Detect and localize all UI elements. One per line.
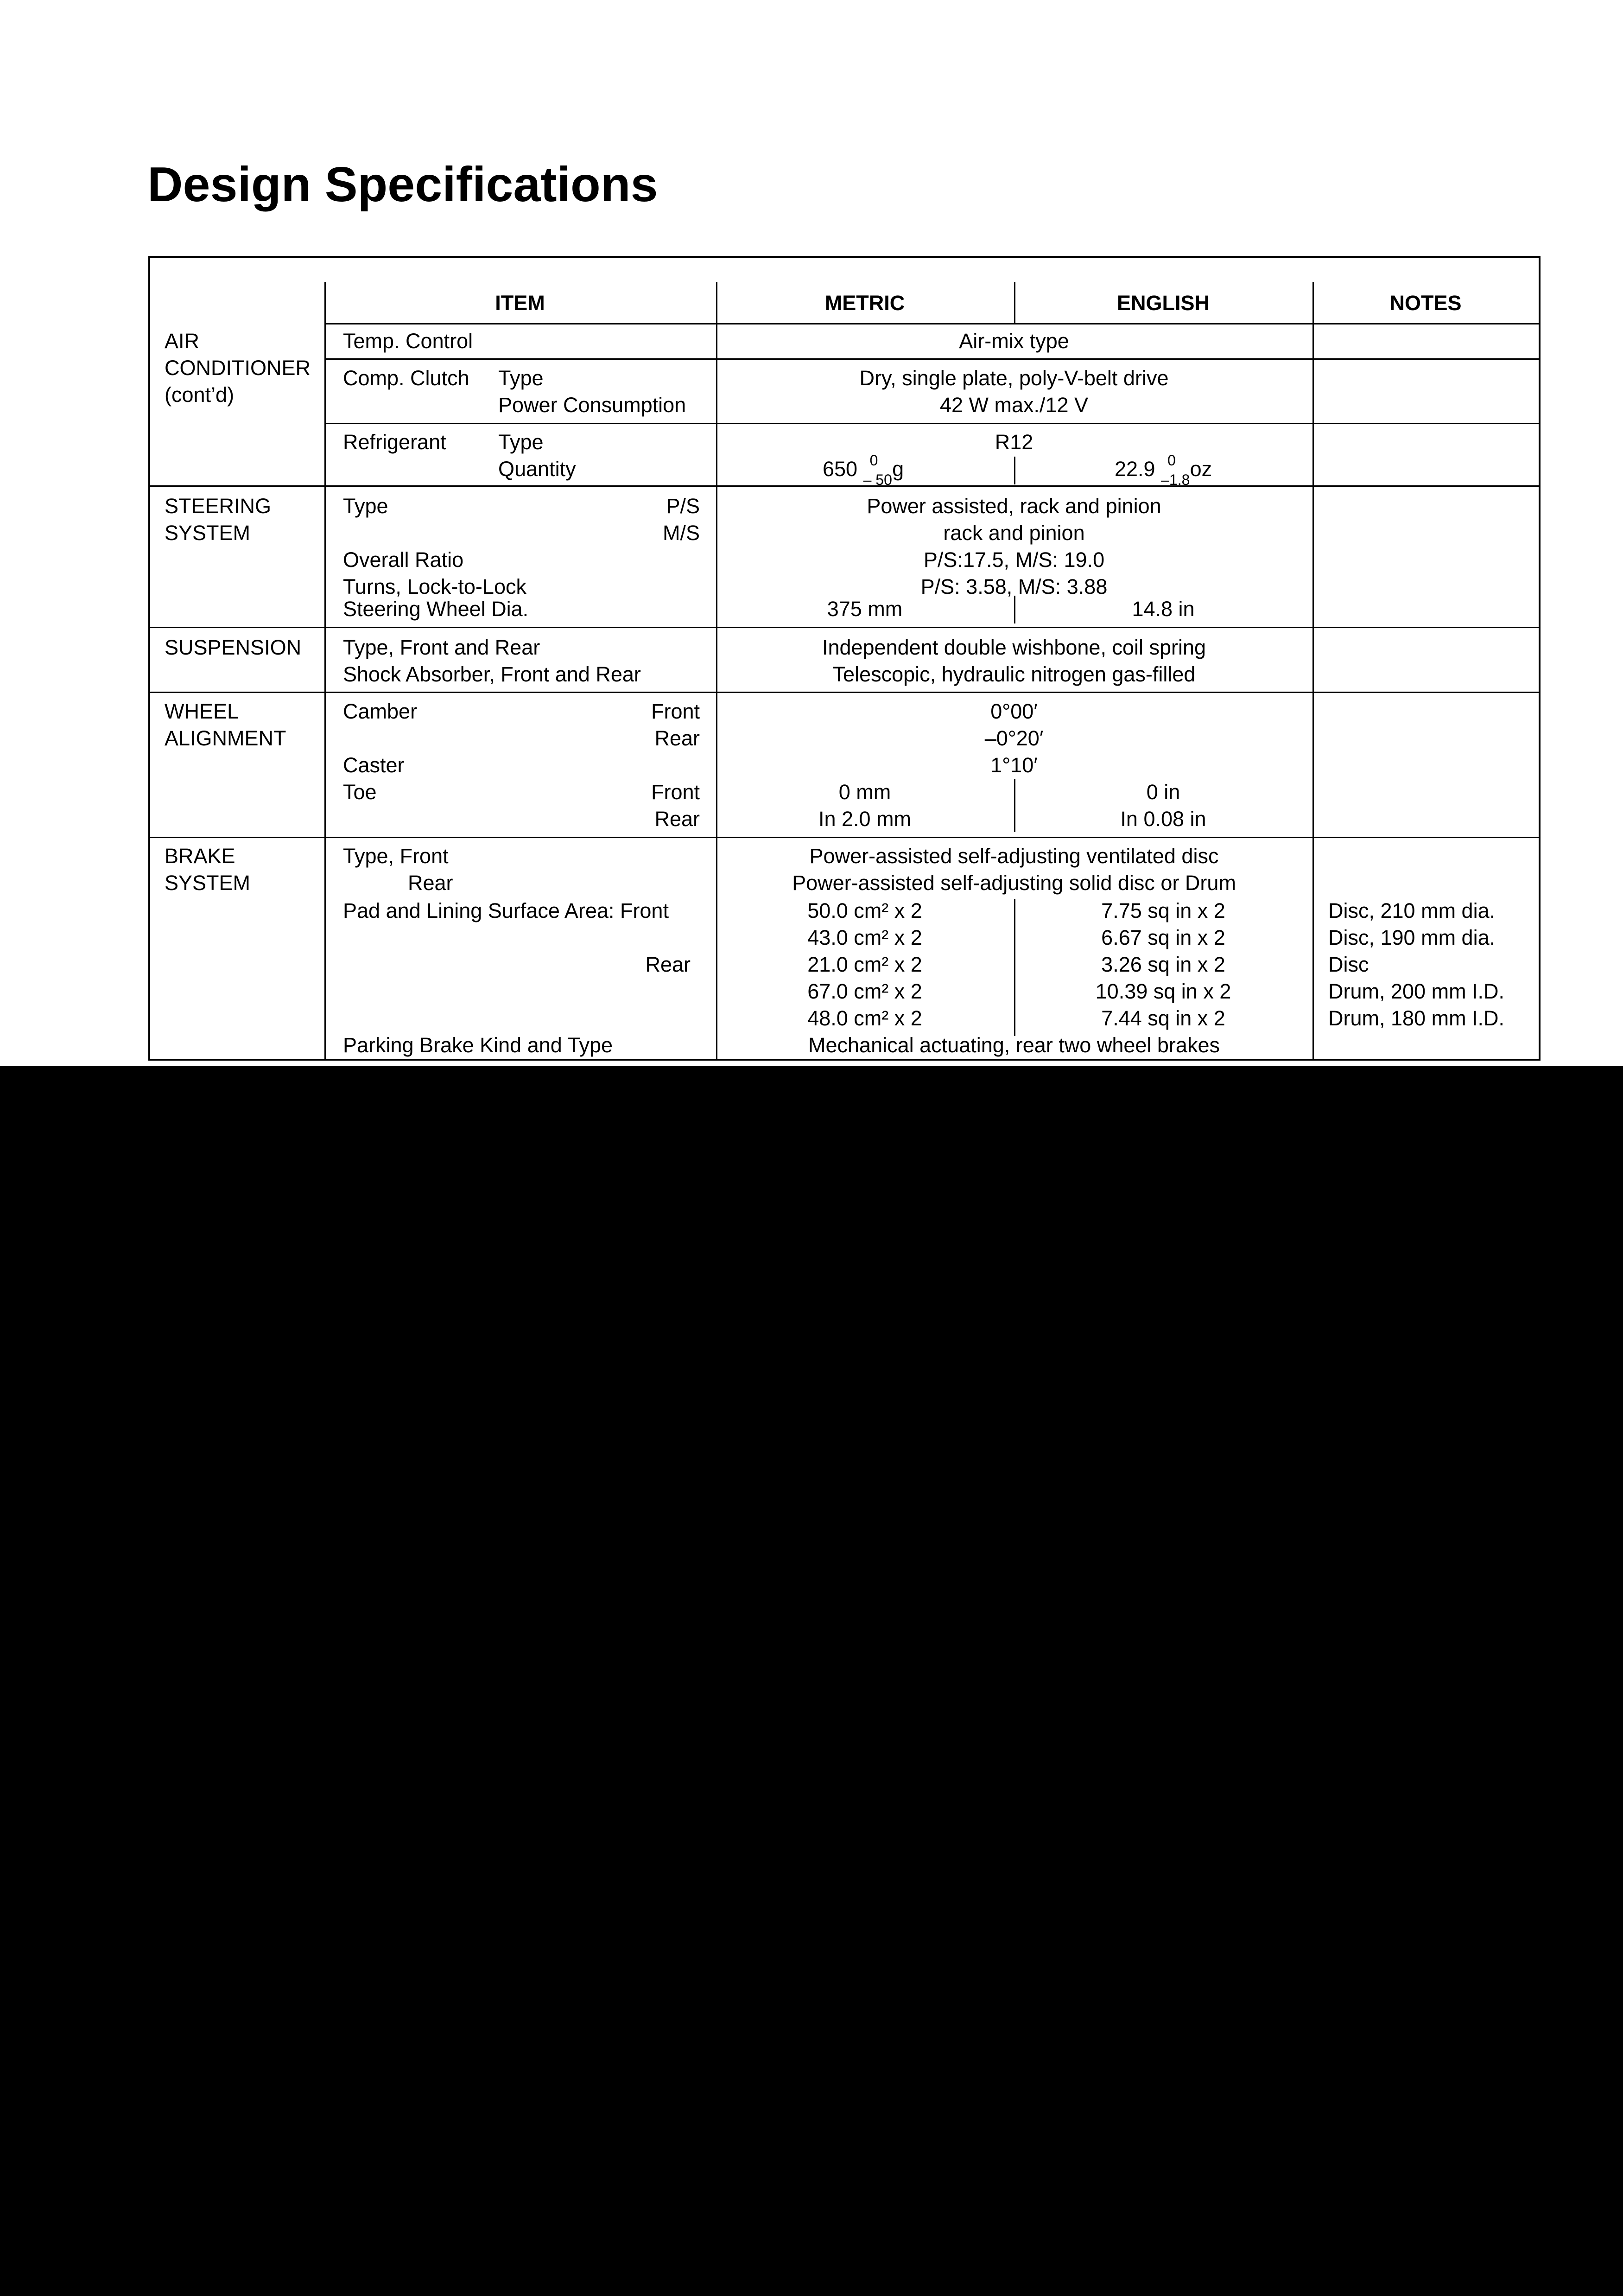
tolerance-lower: – 50 [863, 471, 892, 489]
english-value: 14.8 in [1132, 597, 1195, 621]
metric-value: In 2.0 mm [818, 807, 912, 831]
item-label: Shock Absorber, Front and Rear [343, 662, 641, 686]
note: Drum, 180 mm I.D. [1328, 1006, 1505, 1030]
divider [1014, 457, 1015, 484]
spec-value: 0°00′ [990, 700, 1038, 723]
metric-value: 375 mm [827, 597, 903, 621]
english-value: 0 in [1146, 780, 1180, 804]
divider [324, 323, 1541, 324]
tolerance-upper: 0 [1167, 452, 1176, 469]
header-item: ITEM [495, 291, 545, 315]
spec-value: Dry, single plate, poly-V-belt drive [859, 366, 1169, 390]
metric-value: 0 mm [838, 780, 891, 804]
divider [324, 423, 1541, 424]
spec-value: Mechanical actuating, rear two wheel brakes [808, 1033, 1220, 1057]
metric-value: 21.0 cm² x 2 [807, 953, 922, 976]
spec-value: Power-assisted self-adjusting ventilated disc [809, 844, 1219, 868]
refrigerant-metric [823, 452, 904, 489]
spec-value: rack and pinion [943, 521, 1085, 545]
divider [148, 837, 1541, 838]
english-value: 3.26 sq in x 2 [1101, 953, 1225, 976]
header-metric: METRIC [824, 291, 905, 315]
tolerance-lower: –1.8 [1161, 471, 1190, 489]
section-label: ALIGNMENT [165, 726, 286, 750]
section-label: SYSTEM [165, 871, 251, 895]
divider [324, 358, 1541, 360]
value-base: 22.9 [1115, 457, 1155, 481]
metric-value: 50.0 cm² x 2 [807, 899, 922, 922]
item-label: Type [343, 494, 388, 518]
item-sublabel: Front [651, 780, 700, 804]
item-sublabel: Quantity [498, 457, 576, 481]
metric-value: 43.0 cm² x 2 [807, 926, 922, 949]
divider [1014, 779, 1015, 832]
item-sublabel: Front [651, 700, 700, 723]
item-label: Type, Front [343, 844, 449, 868]
blank-region [0, 1066, 1623, 2296]
spec-value: Power assisted, rack and pinion [867, 494, 1161, 518]
metric-value: 48.0 cm² x 2 [807, 1006, 922, 1030]
spec-value: Power-assisted self-adjusting solid disc or Drum [792, 871, 1236, 895]
english-value: 10.39 sq in x 2 [1095, 979, 1231, 1003]
tolerance [1161, 452, 1190, 489]
item-sublabel: M/S [662, 521, 700, 545]
item-label: Comp. Clutch [343, 366, 469, 390]
tolerance [863, 452, 892, 489]
divider [148, 627, 1541, 628]
item-label: Parking Brake Kind and Type [343, 1033, 613, 1057]
item-sublabel: Power Consumption [498, 393, 686, 417]
item-label: Caster [343, 753, 405, 777]
item-sublabel: Rear [654, 726, 700, 750]
section-label: BRAKE [165, 844, 235, 868]
english-value: 6.67 sq in x 2 [1101, 926, 1225, 949]
page-title: Design Specifications [147, 157, 658, 212]
item-label: Pad and Lining Surface Area: Front [343, 899, 669, 922]
section-label: (cont’d) [165, 383, 235, 407]
item-label: Temp. Control [343, 329, 473, 353]
spec-value: Independent double wishbone, coil spring [822, 636, 1206, 659]
item-sublabel: Rear [654, 807, 700, 831]
metric-value: 67.0 cm² x 2 [807, 979, 922, 1003]
divider [148, 485, 1541, 487]
spec-value: P/S: 3.58, M/S: 3.88 [920, 575, 1108, 598]
english-value: 7.75 sq in x 2 [1101, 899, 1225, 922]
spec-value: R12 [995, 430, 1033, 454]
item-label: Overall Ratio [343, 548, 464, 572]
divider [716, 282, 717, 1061]
item-label: Steering Wheel Dia. [343, 597, 529, 621]
note: Drum, 200 mm I.D. [1328, 979, 1505, 1003]
spec-value: 1°10′ [990, 753, 1038, 777]
item-label: Type, Front and Rear [343, 636, 540, 659]
divider [1312, 282, 1314, 1061]
english-value: 7.44 sq in x 2 [1101, 1006, 1225, 1030]
divider [148, 692, 1541, 693]
divider [324, 282, 326, 1061]
tolerance-upper: 0 [869, 452, 878, 469]
item-sublabel: Rear [408, 871, 453, 895]
item-sublabel: Type [498, 430, 544, 454]
section-label: CONDITIONER [165, 356, 311, 380]
unit: oz [1190, 457, 1212, 481]
divider [1014, 899, 1015, 1036]
unit: g [892, 457, 904, 481]
spec-value: Air-mix type [959, 329, 1069, 353]
divider [1014, 282, 1015, 324]
section-label: AIR [165, 329, 200, 353]
note: Disc [1328, 953, 1369, 976]
note: Disc, 210 mm dia. [1328, 899, 1496, 922]
value-base: 650 [823, 457, 858, 481]
item-sublabel: Type [498, 366, 544, 390]
spec-value: Telescopic, hydraulic nitrogen gas-filled [832, 662, 1196, 686]
section-label: SYSTEM [165, 521, 251, 545]
item-sublabel: P/S [666, 494, 700, 518]
item-label: Camber [343, 700, 418, 723]
section-label: SUSPENSION [165, 636, 302, 659]
header-english: ENGLISH [1116, 291, 1210, 315]
item-label: Turns, Lock-to-Lock [343, 575, 526, 598]
item-label: Toe [343, 780, 377, 804]
section-label: WHEEL [165, 700, 239, 723]
english-value: In 0.08 in [1120, 807, 1206, 831]
refrigerant-english [1115, 452, 1212, 489]
item-label: Refrigerant [343, 430, 446, 454]
spec-value: P/S:17.5, M/S: 19.0 [923, 548, 1105, 572]
spec-value: –0°20′ [984, 726, 1044, 750]
item-sublabel: Rear [645, 953, 691, 976]
spec-value: 42 W max./12 V [939, 393, 1089, 417]
note: Disc, 190 mm dia. [1328, 926, 1496, 949]
section-label: STEERING [165, 494, 272, 518]
header-notes: NOTES [1389, 291, 1462, 315]
